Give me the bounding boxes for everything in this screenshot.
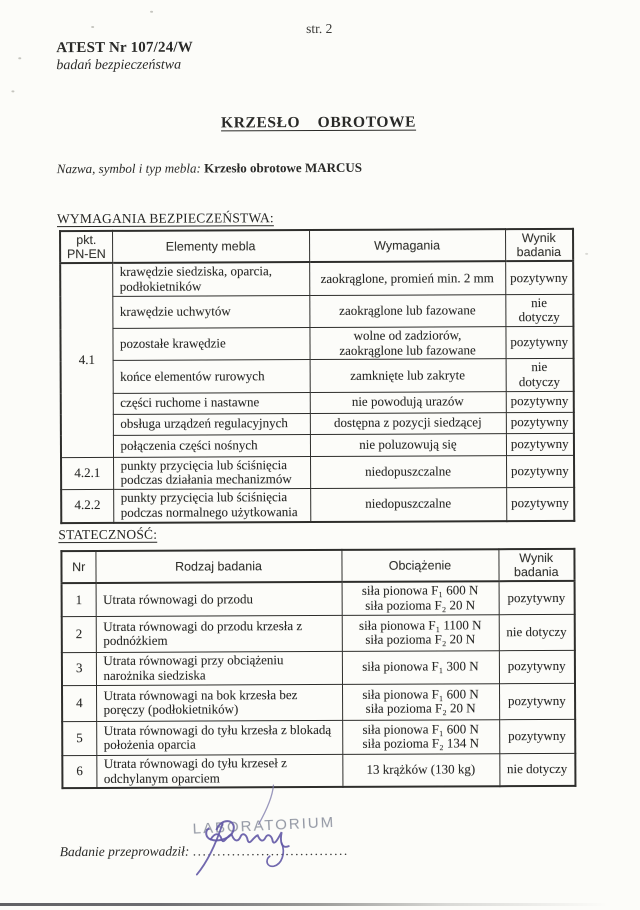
test-cell: Utrata równowagi na bok krzesła bez poręczy (podłokietników): [96, 684, 342, 721]
load-cell: siła pionowa F₁ 300 N: [342, 650, 499, 684]
element-cell: obsługa urządzeń regulacyjnych: [113, 413, 310, 435]
table-row: [60, 261, 573, 296]
nr-cell: 1: [62, 583, 96, 616]
nr-cell: 4: [62, 685, 96, 721]
result-cell: pozytywny: [499, 683, 575, 719]
table-row: [60, 294, 573, 329]
requirement-cell: zaokrąglone, promień min. 2 mm: [309, 261, 505, 295]
table-row: [62, 683, 575, 721]
result-cell: nie dotyczy: [499, 614, 575, 650]
table-header-row: [61, 549, 574, 583]
requirement-cell: nie powodują urazów: [310, 391, 506, 413]
test-cell: Utrata równowagi do przodu: [96, 582, 342, 616]
document-title: KRZESŁO OBROTOWE: [220, 113, 417, 132]
examiner-label: Badanie przeprowadził:: [59, 843, 190, 860]
result-cell: nie dotyczy: [499, 753, 575, 786]
scan-edge-artifact: [0, 903, 640, 906]
load-cell: siła pionowa F₁ 600 N siła pozioma F₂ 20 N: [342, 581, 499, 615]
test-cell: Utrata równowagi do tyłu krzeseł z odchylanym oparciem: [96, 754, 342, 788]
laboratorium-stamp: LABORATORIUM: [192, 813, 336, 838]
result-cell: pozytywny: [506, 455, 574, 488]
col-header-test: Rodzaj badania: [95, 550, 341, 583]
result-cell: pozytywny: [499, 581, 575, 614]
table-header-row: [60, 229, 573, 263]
nr-cell: 3: [62, 652, 96, 685]
requirement-cell: niedopuszczalne: [310, 488, 506, 522]
table-row: [62, 753, 575, 788]
test-cell: Utrata równowagi do przodu krzesła z podnóżkiem: [96, 615, 342, 652]
scan-speck: [11, 90, 14, 92]
stability-table: [60, 548, 576, 789]
element-cell: pozostałe krawędzie: [112, 328, 309, 361]
load-cell: siła pionowa F₁ 600 N siła pozioma F₂ 20 N: [342, 683, 499, 720]
product-label: Nazwa, symbol i typ mebla:: [56, 160, 201, 177]
load-cell: 13 krążków (130 kg): [342, 753, 499, 787]
element-cell: krawędzie siedziska, oparcia, podłokietników: [112, 262, 309, 296]
pkt-group-cell: 4.1: [60, 263, 113, 457]
load-cell: siła pionowa F₁ 1100 N siła pozioma F₂ 20 N: [342, 614, 499, 651]
element-cell: połączenia części nośnych: [113, 434, 310, 457]
result-cell: nie dotyczy: [506, 359, 574, 392]
table-row: [61, 391, 574, 414]
requirement-cell: zamknięte lub zakryte: [310, 359, 506, 392]
requirement-cell: nie poluzowują się: [310, 433, 506, 456]
atest-header: [56, 40, 193, 75]
load-cell: siła pionowa F₁ 600 N siła pozioma F₂ 134 N: [342, 719, 499, 754]
result-cell: pozytywny: [506, 433, 574, 455]
result-cell: nie dotyczy: [505, 294, 573, 327]
scan-speck: [18, 57, 21, 59]
examiner-line: [60, 843, 349, 860]
scan-speck: [585, 253, 588, 255]
table-row: [61, 412, 574, 435]
table-row: [62, 614, 575, 652]
test-cell: Utrata równowagi do tyłu krzesła z blokadą położenia oparcia: [96, 720, 342, 755]
result-cell: pozytywny: [506, 412, 574, 433]
element-cell: części ruchome i nastawne: [113, 392, 310, 414]
atest-subtitle: badań bezpieczeństwa: [56, 57, 182, 73]
table-row: [61, 488, 574, 523]
col-header-result: Wynik badania: [498, 549, 574, 582]
safety-requirements-table: [59, 228, 575, 524]
requirement-cell: zaokrąglone lub fazowane: [309, 294, 505, 327]
result-cell: pozytywny: [505, 261, 573, 294]
requirement-cell: niedopuszczalne: [310, 455, 506, 488]
signature-dotted-line: ................................: [192, 842, 349, 859]
col-header-element: Elementy mebla: [112, 230, 309, 263]
pkt-cell: 4.2.2: [61, 490, 113, 523]
page-number: str. 2: [306, 20, 333, 37]
element-cell: punkty przycięcia lub ściśnięcia podczas normalnego użytkowania: [113, 489, 310, 523]
element-cell: krawędzie uchwytów: [112, 295, 309, 328]
element-cell: końce elementów rurowych: [113, 360, 310, 393]
atest-number: ATEST Nr 107/24/W: [56, 39, 194, 57]
element-cell: punkty przycięcia lub ściśnięcia podczas działania mechanizmów: [113, 456, 310, 489]
nr-cell: 5: [62, 721, 96, 755]
requirement-cell: wolne od zadziorów, zaokrąglone lub fazowane: [309, 327, 505, 360]
col-header-nr: Nr: [61, 551, 95, 583]
test-cell: Utrata równowagi przy obciążeniu narożnika siedziska: [96, 651, 342, 685]
table-row: [60, 326, 573, 361]
table-row: [62, 719, 575, 755]
result-cell: pozytywny: [506, 488, 574, 521]
col-header-load: Obciążenie: [341, 549, 498, 582]
scan-speck: [150, 11, 153, 13]
table-row: [61, 359, 574, 394]
stability-section-heading: STATECZNOŚĆ:: [58, 526, 158, 543]
nr-cell: 2: [62, 616, 96, 652]
table-row: [62, 581, 575, 616]
requirement-cell: dostępna z pozycji siedzącej: [310, 412, 506, 434]
table-row: [61, 455, 574, 490]
table-row: [62, 650, 575, 685]
col-header-pkt: pkt. PN-EN: [60, 231, 112, 263]
scan-speck: [91, 26, 94, 28]
result-cell: pozytywny: [499, 719, 575, 753]
safety-section-heading: WYMAGANIA BEZPIECZEŃSTWA:: [56, 210, 274, 227]
table-row: [61, 433, 574, 457]
product-line: [57, 160, 362, 177]
result-cell: pozytywny: [506, 391, 574, 412]
product-name: Krzesło obrotowe MARCUS: [204, 159, 363, 176]
result-cell: pozytywny: [505, 326, 573, 359]
col-header-requirement: Wymagania: [309, 229, 505, 262]
col-header-result: Wynik badania: [505, 229, 573, 262]
result-cell: pozytywny: [499, 650, 575, 683]
pkt-cell: 4.2.1: [61, 457, 113, 490]
nr-cell: 6: [62, 755, 96, 788]
